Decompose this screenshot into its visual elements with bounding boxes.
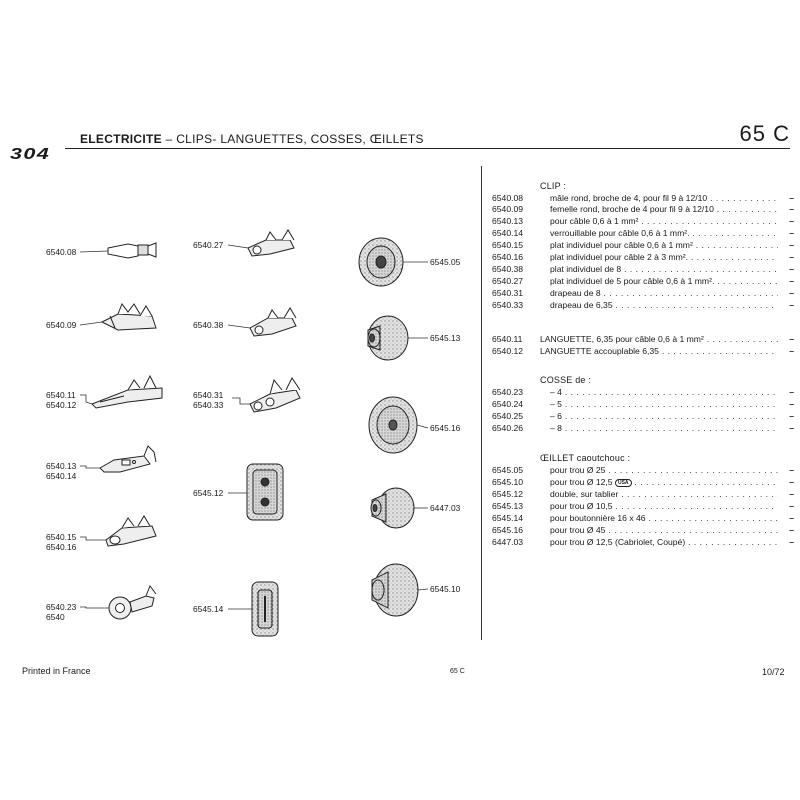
table-row: 6545.13 pour trou Ø 10,5 . . . –: [492, 501, 796, 512]
model-logo: 304: [10, 146, 51, 163]
page-code: 65 C: [739, 121, 790, 146]
oeillet-section-title: ŒILLET caoutchouc :: [540, 453, 631, 463]
clip-6540-16-drawing: [106, 516, 156, 546]
label-6540-38: 6540.38: [193, 320, 224, 330]
label-6540-31: 6540.31: [193, 390, 224, 400]
label-6540-13: 6540.13: [46, 461, 77, 471]
table-row: 6540.24 – 5 . . . –: [492, 399, 796, 410]
table-row: 6545.10 pour trou Ø 12,5 USA . . . –: [492, 477, 796, 488]
table-row: 6540.25 – 6 . . . –: [492, 411, 796, 422]
label-6540-33: 6540.33: [193, 400, 224, 410]
table-row: 6540.13 pour câble 0,6 à 1 mm² . . . –: [492, 216, 796, 227]
section-subtitle: – CLIPS- LANGUETTES, COSSES, ŒILLETS: [161, 132, 424, 146]
clip-6540-31-drawing: [250, 378, 300, 412]
label-6540-12: 6540.12: [46, 400, 77, 410]
oeillet-6545-05-drawing: [359, 238, 403, 286]
oeillet-6545-14-drawing: [252, 582, 278, 636]
label-6540-11: 6540.11: [46, 390, 76, 400]
label-6545-13: 6545.13: [430, 333, 461, 343]
cosse-section-title: COSSE de :: [540, 375, 592, 385]
table-row: 6540.26 – 8 . . . –: [492, 423, 796, 434]
oeillet-6545-13-drawing: [368, 316, 408, 360]
table-row: 6545.14 pour boutonnière 16 x 46 . . . –: [492, 513, 796, 524]
table-row: 6540.27 plat individuel de 5 pour câble 0,6 à 1 mm². . . . –: [492, 276, 796, 287]
label-6540-15: 6540.15: [46, 532, 77, 542]
clip-section-title: CLIP :: [540, 181, 567, 191]
footer-code: 65 C: [450, 668, 465, 675]
label-6545-05: 6545.05: [430, 257, 461, 267]
table-row: 6540.23 – 4 . . . –: [492, 387, 796, 398]
section-title: ELECTRICITE: [80, 132, 162, 146]
table-row: 6540.11 LANGUETTE, 6,35 pour câble 0,6 à 1 mm² . . . –: [492, 334, 796, 345]
cosse-6540-23-drawing: [109, 586, 156, 619]
label-6447-03: 6447.03: [430, 503, 461, 513]
oeillet-6545-12-drawing: [247, 464, 283, 520]
table-row: 6540.15 plat individuel pour câble 0,6 à 1 mm² . . . –: [492, 240, 796, 251]
oeillet-6545-10-drawing: [372, 564, 418, 616]
label-6545-16: 6545.16: [430, 423, 461, 433]
table-row: 6540.12 LANGUETTE accouplable 6,35 . . . –: [492, 346, 796, 357]
printed-in-france: Printed in France: [22, 666, 91, 676]
table-row: 6540.14 verrouillable pour câble 0,6 à 1 mm². . . . –: [492, 228, 796, 239]
oeillet-6447-03-drawing: [371, 488, 414, 528]
label-6540: 6540: [46, 612, 65, 622]
clip-6540-08-drawing: [108, 243, 156, 258]
table-row: 6540.33 drapeau de 6,35 . . . –: [492, 300, 796, 311]
table-row: 6545.12 double, sur tablier . . . –: [492, 489, 796, 500]
table-row: 6540.16 plat individuel pour câble 2 à 3 mm². . . . –: [492, 252, 796, 263]
usa-badge: USA: [615, 479, 632, 487]
table-row: 6545.16 pour trou Ø 45 . . . –: [492, 525, 796, 536]
table-row: 6540.38 plat individuel de 8 . . . –: [492, 264, 796, 275]
table-row: 6545.05 pour trou Ø 25 . . . –: [492, 465, 796, 476]
clip-6540-09-drawing: [102, 304, 156, 330]
table-row: 6447.03 pour trou Ø 12,5 (Cabriolet, Coupé) . . . –: [492, 537, 796, 548]
clip-6540-13-drawing: [100, 446, 156, 472]
table-row: 6540.09 femelle rond, broche de 4 pour fil 9 à 12/10 . . . –: [492, 204, 796, 215]
label-6540-27: 6540.27: [193, 240, 224, 250]
clip-6540-38-drawing: [250, 308, 296, 336]
oeillet-6545-16-drawing: [369, 397, 417, 453]
label-6545-14: 6545.14: [193, 604, 224, 614]
label-6540-16: 6540.16: [46, 542, 77, 552]
label-6540-09: 6540.09: [46, 320, 77, 330]
languette-6540-11-drawing: [92, 376, 162, 408]
page-number: 10/72: [762, 667, 785, 677]
label-6545-10: 6545.10: [430, 584, 461, 594]
label-6540-08: 6540.08: [46, 247, 77, 257]
table-row: 6540.31 drapeau de 8 . . . –: [492, 288, 796, 299]
clip-6540-27-drawing: [248, 230, 294, 256]
label-6540-23: 6540.23: [46, 602, 77, 612]
table-row: 6540.08 mâle rond, broche de 4, pour fil 9 à 12/10 . . . –: [492, 193, 796, 204]
label-6545-12: 6545.12: [193, 488, 224, 498]
label-6540-14: 6540.14: [46, 471, 77, 481]
